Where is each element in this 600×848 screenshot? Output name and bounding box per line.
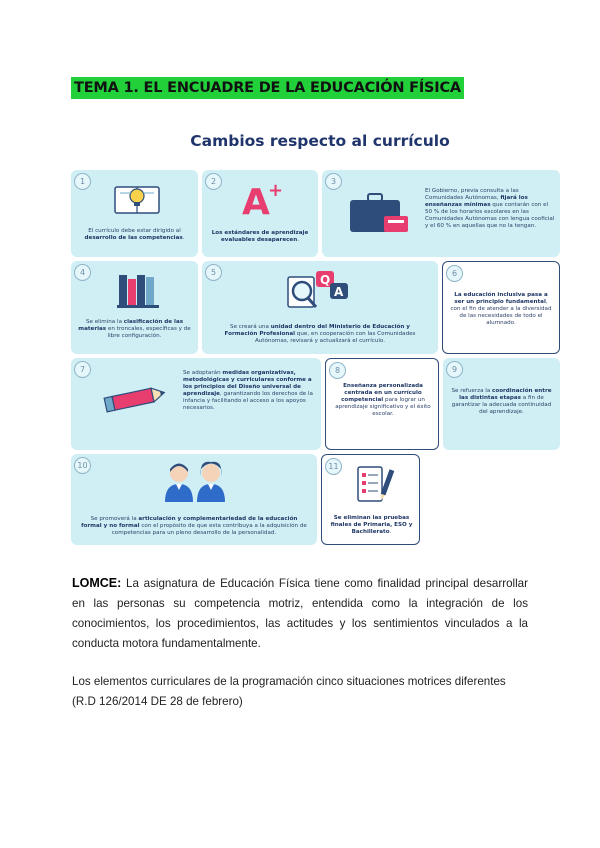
card-11 <box>321 454 420 545</box>
card-text: Enseñanza personalizada centrada en un currículo competencial para lograr un aprendizaje significativo y el éxito escolar. <box>335 383 431 417</box>
card-10 <box>71 454 317 545</box>
elements-paragraph: Los elementos curriculares de la programación cinco situaciones motrices diferentes (R.D 126/2014 DE 28 de febrero) <box>72 675 506 708</box>
magnifier-qa-icon <box>284 267 356 313</box>
card-number: 1 <box>74 173 91 190</box>
lomce-paragraph <box>72 573 528 654</box>
lomce-label: LOMCE: <box>72 576 122 590</box>
card-text: Se eliminan las pruebas finales de Primaria, ESO y Bachillerato. <box>330 515 413 535</box>
card-number: 5 <box>205 264 222 281</box>
infographic-title: Cambios respecto al currículo <box>190 132 450 150</box>
svg-text:A: A <box>334 285 344 299</box>
card-number: 3 <box>325 173 342 190</box>
card-text: Se promoverá la articulación y complementariedad de la educación formal y no formal con el propósito de que esta contribuya a la adquisición de competencias para un pleno desarrollo de la personalidad. <box>81 516 307 536</box>
svg-text:Q: Q <box>320 273 331 287</box>
card-text: Se refuerza la coordinación entre las distintas etapas a fin de garantizar la adecuada continuidad del aprendizaje. <box>451 388 552 415</box>
svg-text:A: A <box>242 182 270 220</box>
card-number: 6 <box>446 265 463 282</box>
card-number: 8 <box>329 362 346 379</box>
card-number: 7 <box>74 361 91 378</box>
briefcase-icon <box>344 190 412 240</box>
card-number: 4 <box>74 264 91 281</box>
card-1 <box>71 170 198 257</box>
card-text: El Gobierno, previa consulta a las Comunidades Autónomas, fijará los enseñanzas mínimas que contarán con el 50 % de los horarios escolares en las Comunidades Autónomas con lengua cooficial y el 60 % en aquellas que no la tengan. <box>425 188 555 229</box>
card-7 <box>71 358 321 450</box>
card-8 <box>325 358 439 450</box>
card-number: 2 <box>205 173 222 190</box>
lightbulb-book-icon <box>111 181 163 217</box>
exam-sheet-icon <box>352 463 396 507</box>
page-title: TEMA 1. EL ENCUADRE DE LA EDUCACIÓN FÍSICA <box>71 77 464 99</box>
pencil-icon <box>99 382 169 416</box>
card-5 <box>202 261 438 354</box>
curriculum-infographic <box>66 120 574 550</box>
grade-a-plus-icon <box>236 178 286 220</box>
card-number: 9 <box>446 361 463 378</box>
card-text: Se creará una unidad dentro del Ministerio de Educación y Formación Profesional que, en cooperación con las Comunidades Autónomas, revisará y actualizará el currículo. <box>224 324 416 344</box>
lomce-text: La asignatura de Educación Física tiene como finalidad principal desarrollar en las personas su competencia motriz, entendida como la integración de los conocimientos, los procedimientos, las actitudes y los sentimientos vinculados a la conducta motora fundamentalmente. <box>72 577 528 650</box>
card-text: Se elimina la clasificación de las materias en troncales, específicas y de libre configuración. <box>78 319 191 339</box>
card-number: 11 <box>325 458 342 475</box>
card-number: 10 <box>74 457 91 474</box>
students-icon <box>159 460 231 502</box>
card-text: Se adoptarán medidas organizativas, metodológicas y curriculares conforme a los principios del Diseño universal de aprendizaje, garantizando los derechos de la infancia y facilitando el acceso a los apoyos necesarios. <box>183 370 313 411</box>
card-2 <box>202 170 318 257</box>
card-3 <box>322 170 560 257</box>
card-6 <box>442 261 560 354</box>
svg-text:+: + <box>268 180 284 201</box>
card-4 <box>71 261 198 354</box>
card-9 <box>443 358 560 450</box>
card-text: El currículo debe estar dirigido al desarrollo de las competencias. <box>84 228 185 241</box>
card-text: Los estándares de aprendizaje evaluables desaparecen. <box>211 230 309 243</box>
books-icon <box>115 271 163 309</box>
card-text: La educación inclusiva pasa a ser un principio fundamental, con el fin de atender a la diversidad de las necesidades de todo el alumnado. <box>450 292 552 326</box>
